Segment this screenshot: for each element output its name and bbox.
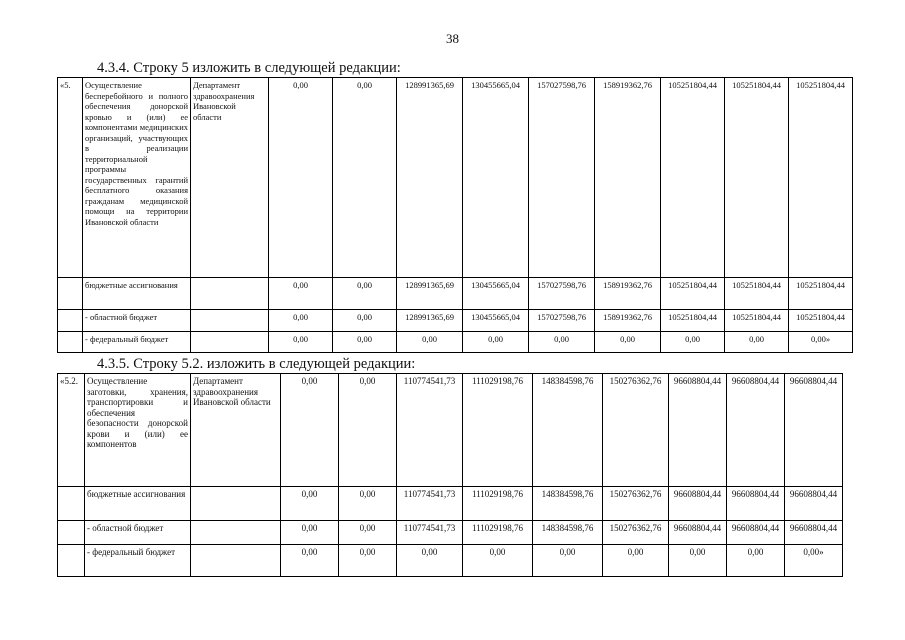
row-number <box>58 487 85 521</box>
value-cell: 0,00 <box>269 332 333 353</box>
value-cell: 105251804,44 <box>789 78 853 278</box>
value-cell: 0,00 <box>529 332 595 353</box>
executor <box>191 545 281 577</box>
value-cell: 111029198,76 <box>463 487 533 521</box>
value-cell: 96608804,44 <box>669 374 727 487</box>
value-cell: 130455665,04 <box>463 78 529 278</box>
value-cell: 157027598,76 <box>529 278 595 310</box>
section-heading-4-3-5: 4.3.5. Строку 5.2. изложить в следующей редакции: <box>97 356 416 372</box>
table-row <box>58 374 843 487</box>
value-cell: 128991365,69 <box>397 310 463 332</box>
value-cell: 105251804,44 <box>789 278 853 310</box>
value-cell: 0,00 <box>595 332 661 353</box>
value-cell: 130455665,04 <box>463 278 529 310</box>
row-number <box>58 521 85 545</box>
value-cell: 0,00 <box>533 545 603 577</box>
value-cell: 0,00 <box>333 332 397 353</box>
value-cell: 0,00» <box>789 332 853 353</box>
measure-name: бюджетные ассигнования <box>83 278 191 310</box>
value-cell: 0,00 <box>281 521 339 545</box>
value-cell: 105251804,44 <box>725 310 789 332</box>
value-cell: 0,00» <box>785 545 843 577</box>
value-cell: 128991365,69 <box>397 78 463 278</box>
value-cell: 0,00 <box>269 78 333 278</box>
value-cell: 0,00 <box>397 545 463 577</box>
value-cell: 0,00 <box>727 545 785 577</box>
measure-name: бюджетные ассигнования <box>85 487 191 521</box>
table-row <box>58 487 843 521</box>
value-cell: 111029198,76 <box>463 374 533 487</box>
value-cell: 96608804,44 <box>727 487 785 521</box>
value-cell: 158919362,76 <box>595 78 661 278</box>
value-cell: 0,00 <box>669 545 727 577</box>
value-cell: 128991365,69 <box>397 278 463 310</box>
value-cell: 105251804,44 <box>725 278 789 310</box>
value-cell: 0,00 <box>333 278 397 310</box>
section-heading-4-3-4: 4.3.4. Строку 5 изложить в следующей редакции: <box>97 60 401 76</box>
table-row <box>58 545 843 577</box>
row-number <box>58 310 83 332</box>
executor <box>191 310 269 332</box>
executor: Департамент здравоохранения Ивановской области <box>191 78 269 278</box>
value-cell: 0,00 <box>397 332 463 353</box>
value-cell: 0,00 <box>333 310 397 332</box>
value-cell: 0,00 <box>725 332 789 353</box>
value-cell: 0,00 <box>281 487 339 521</box>
row-number: «5.2. <box>58 374 85 487</box>
value-cell: 158919362,76 <box>595 278 661 310</box>
measure-name: - областной бюджет <box>85 521 191 545</box>
value-cell: 0,00 <box>603 545 669 577</box>
measure-name: Осуществление бесперебойного и полного обеспечения донорской кровью и (или) ее компонентами медицинских организаций, участвующих в реализации территориальной программы государственных гарантий бесплатного оказания гражданам медицинской помощи на территории Ивановской области <box>83 78 191 278</box>
table-row <box>58 521 843 545</box>
value-cell: 158919362,76 <box>595 310 661 332</box>
value-cell: 105251804,44 <box>661 78 725 278</box>
value-cell: 105251804,44 <box>789 310 853 332</box>
value-cell: 148384598,76 <box>533 374 603 487</box>
value-cell: 96608804,44 <box>785 521 843 545</box>
value-cell: 0,00 <box>339 487 397 521</box>
executor <box>191 332 269 353</box>
value-cell: 96608804,44 <box>669 487 727 521</box>
value-cell: 0,00 <box>463 545 533 577</box>
value-cell: 111029198,76 <box>463 521 533 545</box>
row-number: «5. <box>58 78 83 278</box>
value-cell: 110774541,73 <box>397 521 463 545</box>
value-cell: 0,00 <box>269 278 333 310</box>
amendment-table-row-5-2 <box>57 373 843 577</box>
value-cell: 150276362,76 <box>603 521 669 545</box>
table-row <box>58 78 853 278</box>
executor <box>191 487 281 521</box>
value-cell: 0,00 <box>281 374 339 487</box>
value-cell: 148384598,76 <box>533 521 603 545</box>
value-cell: 148384598,76 <box>533 487 603 521</box>
table-row <box>58 278 853 310</box>
value-cell: 110774541,73 <box>397 374 463 487</box>
measure-name: - федеральный бюджет <box>83 332 191 353</box>
value-cell: 150276362,76 <box>603 487 669 521</box>
value-cell: 96608804,44 <box>669 521 727 545</box>
value-cell: 0,00 <box>281 545 339 577</box>
value-cell: 96608804,44 <box>727 521 785 545</box>
value-cell: 96608804,44 <box>785 374 843 487</box>
row-number <box>58 332 83 353</box>
table-row <box>58 332 853 353</box>
row-number <box>58 545 85 577</box>
measure-name: - федеральный бюджет <box>85 545 191 577</box>
measure-name: Осуществление заготовки, хранения, транспортировки и обеспечения безопасности донорской крови и (или) ее компонентов <box>85 374 191 487</box>
value-cell: 110774541,73 <box>397 487 463 521</box>
amendment-table-row-5 <box>57 77 853 353</box>
value-cell: 0,00 <box>339 545 397 577</box>
table-row <box>58 310 853 332</box>
value-cell: 157027598,76 <box>529 78 595 278</box>
executor: Департамент здравоохранения Ивановской области <box>191 374 281 487</box>
executor <box>191 521 281 545</box>
value-cell: 0,00 <box>339 521 397 545</box>
value-cell: 96608804,44 <box>785 487 843 521</box>
value-cell: 0,00 <box>269 310 333 332</box>
value-cell: 157027598,76 <box>529 310 595 332</box>
row-number <box>58 278 83 310</box>
value-cell: 150276362,76 <box>603 374 669 487</box>
value-cell: 130455665,04 <box>463 310 529 332</box>
value-cell: 0,00 <box>661 332 725 353</box>
page-number: 38 <box>446 31 459 46</box>
value-cell: 0,00 <box>463 332 529 353</box>
value-cell: 105251804,44 <box>725 78 789 278</box>
value-cell: 105251804,44 <box>661 310 725 332</box>
executor <box>191 278 269 310</box>
value-cell: 0,00 <box>333 78 397 278</box>
value-cell: 96608804,44 <box>727 374 785 487</box>
value-cell: 105251804,44 <box>661 278 725 310</box>
value-cell: 0,00 <box>339 374 397 487</box>
measure-name: - областной бюджет <box>83 310 191 332</box>
